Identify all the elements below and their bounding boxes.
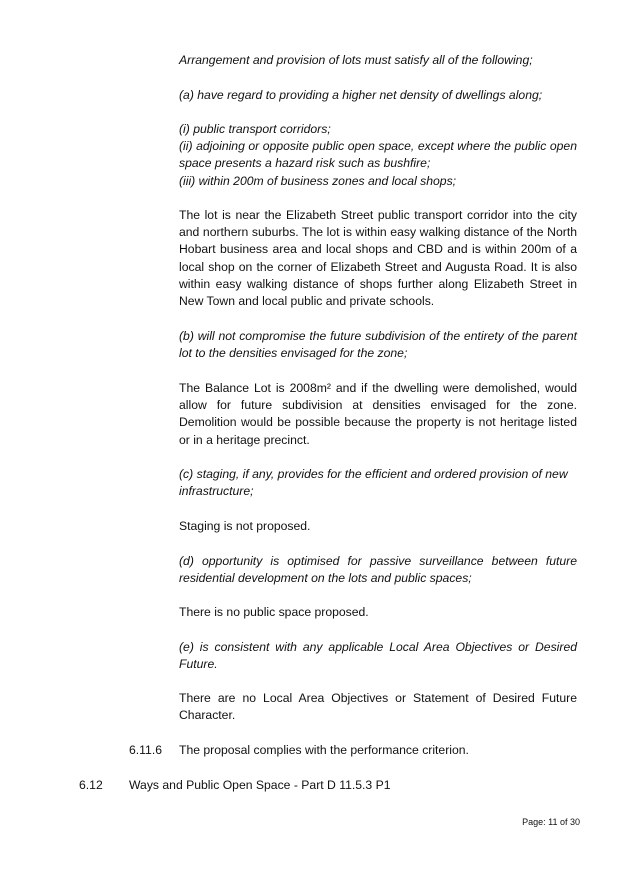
section-title: Ways and Public Open Space - Part D 11.5.3 P1 bbox=[129, 778, 391, 792]
response-d: There is no public space proposed. bbox=[179, 605, 369, 619]
criterion-e: (e) is consistent with any applicable Local Area Objectives or Desired Future. bbox=[179, 640, 577, 672]
response-b: The Balance Lot is 2008m² and if the dwelling were demolished, would allow for future subdivision at densities envisaged for the zone. Demolition would be possible because the property is not heritage listed or in a heritage precinct. bbox=[179, 381, 577, 447]
criterion-a-item-ii: (ii) adjoining or opposite public open space, except where the public open space presents a hazard risk such as bushfire; bbox=[179, 139, 577, 171]
criterion-a-item-i: (i) public transport corridors; bbox=[179, 122, 331, 136]
response-a: The lot is near the Elizabeth Street public transport corridor into the city and northern suburbs. The lot is within easy walking distance of the North Hobart business area and local shops and CBD and is within 200m of a local shop on the corner of Elizabeth Street and Augusta Road. It is also within easy walking distance of shops further along Elizabeth Street in New Town and local public and private schools. bbox=[179, 208, 577, 309]
criterion-b: (b) will not compromise the future subdivision of the entirety of the parent lot to the densities envisaged for the zone; bbox=[179, 329, 577, 361]
page-number: Page: 11 of 30 bbox=[522, 817, 580, 827]
criterion-d: (d) opportunity is optimised for passive surveillance between future residential development on the lots and public spaces; bbox=[179, 554, 577, 586]
response-e: There are no Local Area Objectives or Statement of Desired Future Character. bbox=[179, 691, 577, 723]
section-number: 6.12 bbox=[79, 778, 103, 792]
section-text: The proposal complies with the performance criterion. bbox=[179, 743, 469, 757]
criterion-a-item-iii: (iii) within 200m of business zones and local shops; bbox=[179, 173, 457, 188]
criteria-intro: Arrangement and provision of lots must satisfy all of the following; bbox=[179, 53, 533, 67]
criterion-a: (a) have regard to providing a higher net density of dwellings along; bbox=[179, 88, 543, 102]
criterion-a-list bbox=[179, 121, 577, 190]
criterion-c: (c) staging, if any, provides for the efficient and ordered provision of new infrastructure; bbox=[179, 467, 568, 499]
section-number: 6.11.6 bbox=[129, 743, 162, 757]
response-c: Staging is not proposed. bbox=[179, 519, 311, 533]
